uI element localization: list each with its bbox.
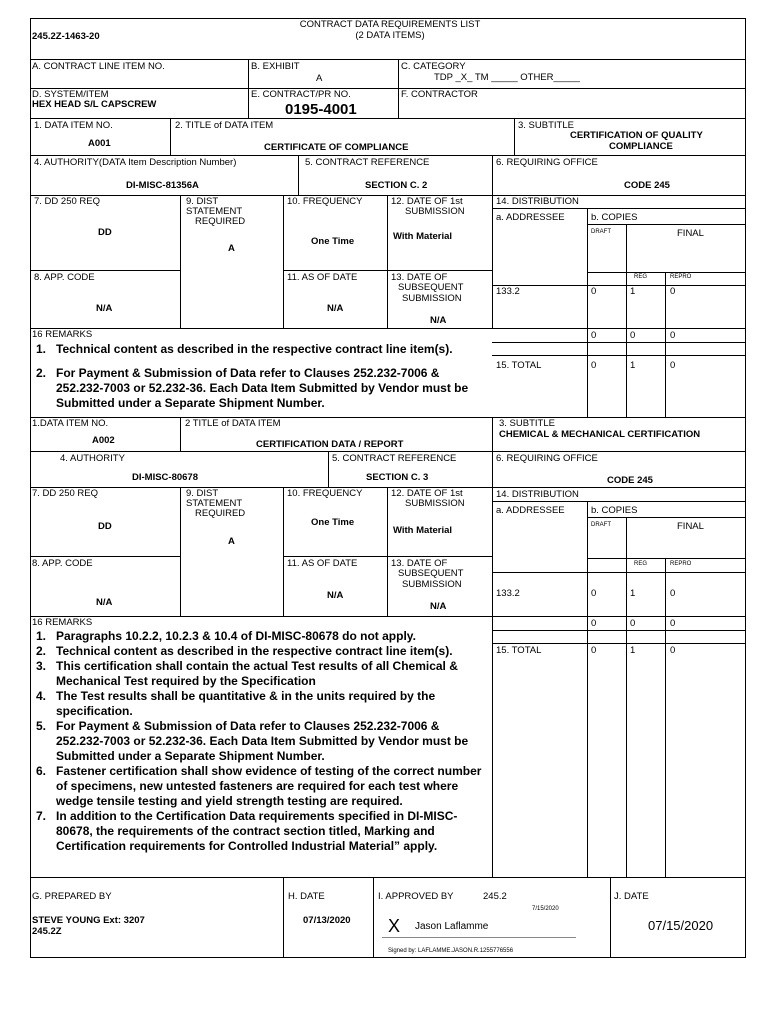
approved-by-label: I. APPROVED BY (378, 891, 454, 902)
item1-addressee-value: 133.2 (496, 286, 520, 297)
item1-subsequent-label-1: 13. DATE OF (391, 272, 448, 283)
item2-authority-label: 4. AUTHORITY (60, 453, 125, 464)
item2-data-item-value: A002 (92, 435, 115, 446)
contract-line-item-label: A. CONTRACT LINE ITEM NO. (32, 61, 165, 72)
item2-contract-ref-label: 5. CONTRACT REFERENCE (332, 453, 457, 464)
form-title: CONTRACT DATA REQUIREMENTS LIST (299, 19, 481, 30)
item1-data-item-label: 1. DATA ITEM NO. (34, 120, 113, 131)
item2-row2-draft: 0 (591, 618, 597, 629)
item1-dd250-label: 7. DD 250 REQ (34, 196, 100, 207)
item2-title-label: 2 TITLE of DATA ITEM (185, 418, 281, 429)
item2-dd250-value: DD (98, 521, 112, 532)
item1-app-code-value: N/A (96, 303, 113, 314)
item1-subtitle-label: 3. SUBTITLE (518, 120, 574, 131)
item1-row2-draft: 0 (591, 330, 597, 341)
item1-dist-label-1: 9. DIST (186, 196, 219, 207)
item2-first-submission-value: With Material (393, 525, 453, 536)
item1-remarks-label: 16 REMARKS (32, 329, 93, 340)
item1-first-submission-value: With Material (393, 231, 453, 242)
item2-as-of-date-label: 11. AS OF DATE (287, 558, 358, 569)
item1-requiring-office-label: 6. REQUIRING OFFICE (496, 157, 598, 168)
item2-subsequent-label-1: 13. DATE OF (391, 558, 448, 569)
item1-total-reg: 1 (630, 360, 636, 371)
item1-app-code-label: 8. APP. CODE (34, 272, 95, 283)
item2-reg-label: REG (634, 561, 648, 567)
item2-subtitle-value: CHEMICAL & MECHANICAL CERTIFICATION (499, 429, 701, 440)
item1-total-label: 15. TOTAL (496, 360, 542, 371)
signature-x-mark: X (388, 916, 401, 936)
item1-as-of-date-label: 11. AS OF DATE (287, 272, 358, 283)
signature-name: Jason Laflamme (415, 921, 489, 932)
item2-repro-value: 0 (670, 588, 676, 599)
item1-first-submission-label-2: SUBMISSION (405, 206, 465, 217)
item2-addressee-value: 133.2 (496, 588, 520, 599)
remark-item: 1. Paragraphs 10.2.2, 10.2.3 & 10.4 of DI-MISC-80678 do not apply. (36, 629, 416, 643)
item1-repro-label: REPRO (670, 274, 692, 280)
digital-signature[interactable] (382, 906, 576, 944)
signature-signed-by: Signed by: LAFLAMME.JASON.R.1255776556 (388, 948, 514, 954)
item2-title-value: CERTIFICATION DATA / REPORT (256, 439, 404, 450)
remark-item: 2. For Payment & Submission of Data refer to Clauses 252.232-7006 & 252.232-7003 or 52.232-36. Each Data Item Submitted by Vendor must be Submitted under a Separate Shipment Number. (36, 366, 469, 410)
item2-dist-value: A (228, 536, 235, 547)
remark-item: 7. In addition to the Certification Data requirements specified in DI-MISC-80678, the requirements of the contract section titled, Marking and Certification requirements for Controlled Industrial Material” apply. (36, 809, 458, 853)
prepared-date-value: 07/13/2020 (303, 915, 351, 926)
system-item-label: D. SYSTEM/ITEM (32, 89, 109, 100)
system-item-value: HEX HEAD S/L CAPSCREW (32, 99, 157, 110)
item1-contract-ref-value: SECTION C. 2 (365, 180, 428, 191)
item2-copies-label: b. COPIES (591, 505, 638, 516)
item2-app-code-value: N/A (96, 597, 113, 608)
item2-remarks-list (36, 629, 488, 854)
item1-frequency-label: 10. FREQUENCY (287, 196, 363, 207)
item2-reg-value: 1 (630, 588, 636, 599)
item1-row2-reg: 0 (630, 330, 636, 341)
item2-dist-label-1: 9. DIST (186, 488, 219, 499)
item1-title-value: CERTIFICATE OF COMPLIANCE (264, 142, 409, 153)
item1-reg-value: 1 (630, 286, 636, 297)
item2-requiring-office-label: 6. REQUIRING OFFICE (496, 453, 598, 464)
item2-dd250-label: 7. DD 250 REQ (32, 488, 98, 499)
item2-draft-label: DRAFT (591, 522, 611, 528)
exhibit-value: A (316, 73, 323, 84)
item1-first-submission-label-1: 12. DATE OF 1st (391, 196, 463, 207)
approved-by-code: 245.2 (483, 891, 507, 902)
item1-authority-value: DI-MISC-81356A (126, 180, 199, 191)
item2-frequency-label: 10. FREQUENCY (287, 488, 363, 499)
item2-requiring-office-value: CODE 245 (607, 475, 653, 486)
item1-addressee-label: a. ADDRESSEE (496, 212, 565, 223)
contract-pr-label: E. CONTRACT/PR NO. (251, 89, 351, 100)
prepared-by-label: G. PREPARED BY (32, 891, 112, 902)
item1-dist-value: A (228, 243, 235, 254)
item2-total-label: 15. TOTAL (496, 645, 542, 656)
prepared-by-code: 245.2Z (32, 926, 62, 937)
item1-dist-label-2: STATEMENT (186, 206, 243, 217)
category-value: TDP _X_ TM _____ OTHER_____ (434, 72, 580, 83)
item2-row2-reg: 0 (630, 618, 636, 629)
item1-subtitle-value: CERTIFICATION OF QUALITY (570, 130, 703, 141)
item1-total-repro: 0 (670, 360, 676, 371)
item2-dist-label-3: REQUIRED (195, 508, 246, 519)
item1-data-item-value: A001 (88, 138, 111, 149)
item2-remarks-label: 16 REMARKS (32, 617, 93, 628)
item2-row2-repro: 0 (670, 618, 676, 629)
item1-authority-label: 4. AUTHORITY(DATA Item Description Number) (34, 157, 237, 168)
form-subtitle: (2 DATA ITEMS) (355, 30, 425, 41)
item2-data-item-label: 1.DATA ITEM NO. (32, 418, 109, 429)
category-label: C. CATEGORY (401, 61, 466, 72)
item2-subsequent-label-3: SUBMISSION (402, 579, 462, 590)
remark-item: 4. The Test results shall be quantitative & in the units required by the specification. (36, 689, 436, 718)
item1-as-of-date-value: N/A (327, 303, 344, 314)
item2-total-repro: 0 (670, 645, 676, 656)
item1-remarks-list (36, 342, 488, 411)
item2-app-code-label: 8. APP. CODE (32, 558, 93, 569)
item1-dist-label-3: REQUIRED (195, 216, 246, 227)
item1-frequency-value: One Time (311, 236, 355, 247)
remark-item: 5. For Payment & Submission of Data refer to Clauses 252.232-7006 & 252.232-7003 or 52.232-36. Each Data Item Submitted by Vendor must be Submitted under a Separate Shipment Number. (36, 719, 469, 763)
remark-item: 6. Fastener certification shall show evidence of testing of the correct number of specimens, new untested fasteners are required for each test where wedge tensile testing and yield strength testing are required. (36, 764, 482, 808)
item1-reg-label: REG (634, 274, 648, 280)
cdrl-form (30, 18, 746, 958)
item1-subtitle-value-2: COMPLIANCE (609, 141, 673, 152)
item1-draft-value: 0 (591, 286, 597, 297)
contractor-label: F. CONTRACTOR (401, 89, 478, 100)
item1-total-draft: 0 (591, 360, 597, 371)
prepared-date-label: H. DATE (288, 891, 325, 902)
item2-first-submission-label-2: SUBMISSION (405, 498, 465, 509)
remark-item: 1. Technical content as described in the respective contract line item(s). (36, 342, 453, 356)
item2-final-label: FINAL (677, 521, 704, 532)
approval-date-label: J. DATE (614, 891, 649, 902)
item2-first-submission-label-1: 12. DATE OF 1st (391, 488, 463, 499)
item2-contract-ref-value: SECTION C. 3 (366, 472, 429, 483)
item2-addressee-label: a. ADDRESSEE (496, 505, 565, 516)
item2-repro-label: REPRO (670, 561, 692, 567)
item2-subtitle-label: 3. SUBTITLE (499, 418, 555, 429)
item1-copies-label: b. COPIES (591, 212, 638, 223)
signature-line (382, 937, 576, 938)
item1-draft-label: DRAFT (591, 229, 611, 235)
prepared-by-name: STEVE YOUNG Ext: 3207 (32, 915, 145, 926)
item1-dd250-value: DD (98, 227, 112, 238)
item2-total-reg: 1 (630, 645, 636, 656)
contract-pr-value: 0195-4001 (285, 101, 357, 118)
item1-subsequent-label-3: SUBMISSION (402, 293, 462, 304)
item1-row2-repro: 0 (670, 330, 676, 341)
item1-final-label: FINAL (677, 228, 704, 239)
item2-as-of-date-value: N/A (327, 590, 344, 601)
approval-date-value: 07/15/2020 (648, 918, 714, 933)
item1-contract-ref-label: 5. CONTRACT REFERENCE (305, 157, 430, 168)
item1-requiring-office-value: CODE 245 (624, 180, 670, 191)
item2-subsequent-value: N/A (430, 601, 447, 612)
item1-subsequent-label-2: SUBSEQUENT (398, 282, 464, 293)
exhibit-label: B. EXHIBIT (251, 61, 300, 72)
item1-title-label: 2. TITLE of DATA ITEM (175, 120, 274, 131)
item2-dist-label-2: STATEMENT (186, 498, 243, 509)
item2-total-draft: 0 (591, 645, 597, 656)
signature-date: 7/15/2020 (532, 906, 559, 912)
item2-authority-value: DI-MISC-80678 (132, 472, 198, 483)
item1-distribution-label: 14. DISTRIBUTION (496, 196, 579, 207)
remark-item: 2. Technical content as described in the respective contract line item(s). (36, 644, 453, 658)
item1-repro-value: 0 (670, 286, 676, 297)
item2-frequency-value: One Time (311, 517, 355, 528)
document-id: 245.2Z-1463-20 (32, 31, 100, 42)
item1-subsequent-value: N/A (430, 315, 447, 326)
item2-draft-value: 0 (591, 588, 597, 599)
remark-item: 3. This certification shall contain the actual Test results of all Chemical & Mechanical Test required by the Specification (36, 659, 458, 688)
item2-subsequent-label-2: SUBSEQUENT (398, 568, 464, 579)
item2-distribution-label: 14. DISTRIBUTION (496, 489, 579, 500)
